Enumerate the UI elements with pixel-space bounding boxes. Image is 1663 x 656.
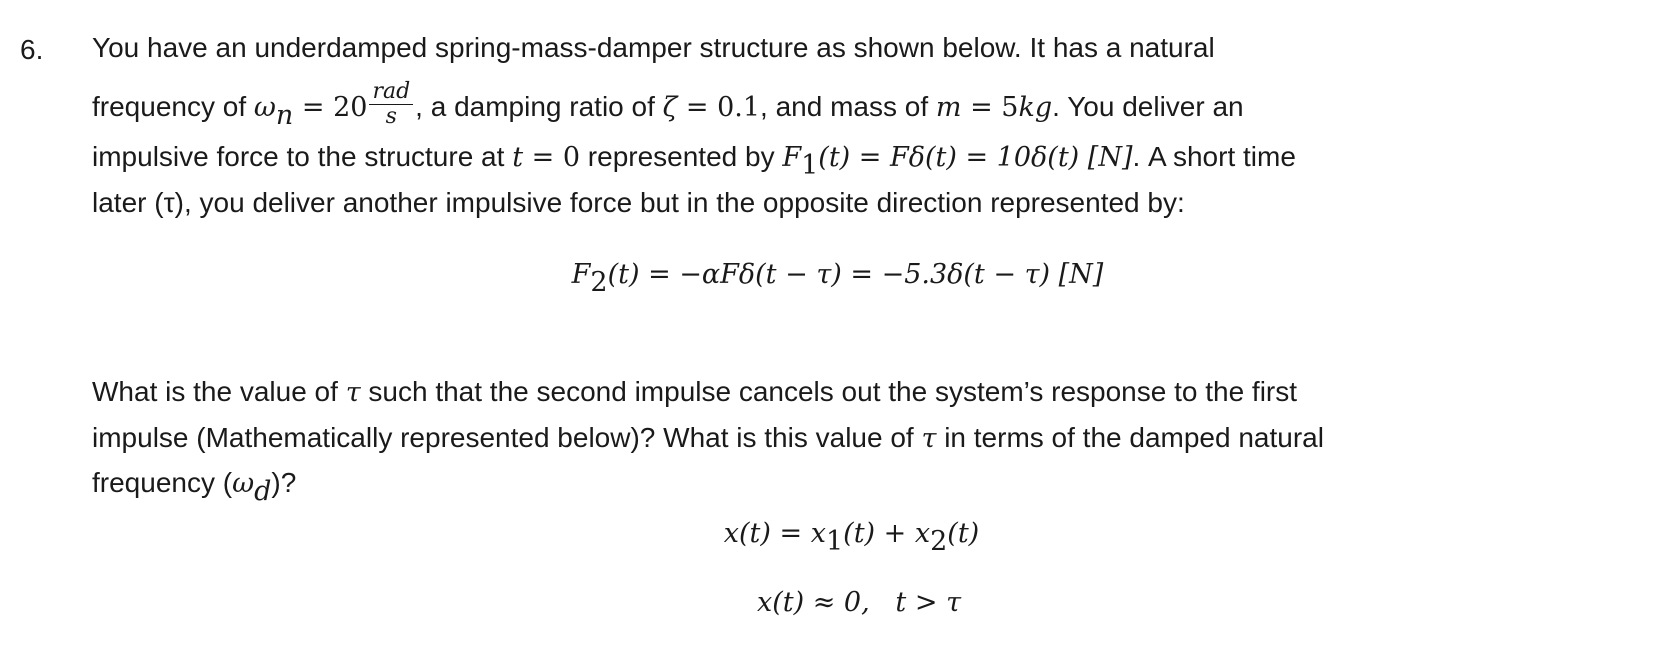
equation-part: x(t) = x xyxy=(723,518,826,549)
text: You have an underdamped spring-mass-damper structure as shown below. It has a natural xyxy=(92,32,1215,63)
text: such that the second impulse cancels out the system’s response to the first xyxy=(360,376,1298,407)
subscript-1: 1 xyxy=(801,150,819,182)
rad-per-s-fraction xyxy=(369,80,413,129)
equation-part: (t) + x xyxy=(843,518,931,549)
equation-part: (t) xyxy=(947,518,980,549)
subscript-2: 2 xyxy=(930,526,948,558)
omega-symbol: ω xyxy=(232,468,255,499)
text: later (τ), you deliver another impulsive force but in the opposite direction represented by: xyxy=(92,187,1185,218)
zeta-value: = 0.1 xyxy=(677,91,761,123)
text: represented by xyxy=(580,141,783,172)
subscript-n: n xyxy=(275,99,294,131)
zeta-symbol: ζ xyxy=(662,91,678,123)
paragraph-2-line-3 xyxy=(92,467,297,508)
text: in terms of the damped natural xyxy=(936,422,1324,453)
paragraph-2-line-2 xyxy=(92,424,1324,452)
paragraph-1-line-3 xyxy=(92,141,1296,182)
text: impulse (Mathematically represented below)? What is this value of xyxy=(92,422,922,453)
fraction-denominator: s xyxy=(385,104,397,129)
time-symbol: t xyxy=(512,142,524,173)
paragraph-1-line-4 xyxy=(92,189,1185,217)
tau-symbol: τ xyxy=(921,423,937,454)
text: impulsive force to the structure at xyxy=(92,141,513,172)
text: )? xyxy=(271,467,297,498)
force-1-equation: (t) = Fδ(t) = 10δ(t) [N] xyxy=(818,142,1133,173)
text: . A short time xyxy=(1132,141,1296,172)
force-symbol: F xyxy=(782,142,802,173)
mass-symbol: m xyxy=(935,91,962,123)
paragraph-1-line-1 xyxy=(92,34,1215,62)
text: , a damping ratio of xyxy=(415,90,663,122)
force-symbol: F xyxy=(571,259,591,290)
paragraph-2-line-1 xyxy=(92,378,1297,406)
kg-unit: kg xyxy=(1018,91,1053,123)
time-value: = 0 xyxy=(523,142,581,173)
equation-part: x(t) ≈ 0, t > τ xyxy=(756,587,962,618)
mass-value: = 5 xyxy=(961,91,1019,123)
subscript-1: 1 xyxy=(825,526,844,558)
text: . You deliver an xyxy=(1052,90,1244,122)
text: frequency ( xyxy=(92,467,233,498)
fraction-numerator: rad xyxy=(369,80,413,105)
tau-symbol: τ xyxy=(345,377,361,408)
text: What is the value of xyxy=(92,376,346,407)
equals-20: = 20 xyxy=(293,91,368,123)
equation-superposition xyxy=(0,518,1663,558)
omega-symbol: ω xyxy=(253,91,276,123)
equation-cancellation xyxy=(0,556,1663,618)
force-2-equation: (t) = −αFδ(t − τ) = −5.3δ(t − τ) [N] xyxy=(607,259,1104,290)
subscript-2: 2 xyxy=(590,267,608,299)
text: , and mass of xyxy=(760,90,936,122)
text: frequency of xyxy=(92,90,254,122)
subscript-d: d xyxy=(254,476,272,508)
paragraph-1-line-2 xyxy=(92,79,1244,133)
question-number: 6. xyxy=(20,34,44,65)
equation-force-2 xyxy=(0,259,1663,299)
